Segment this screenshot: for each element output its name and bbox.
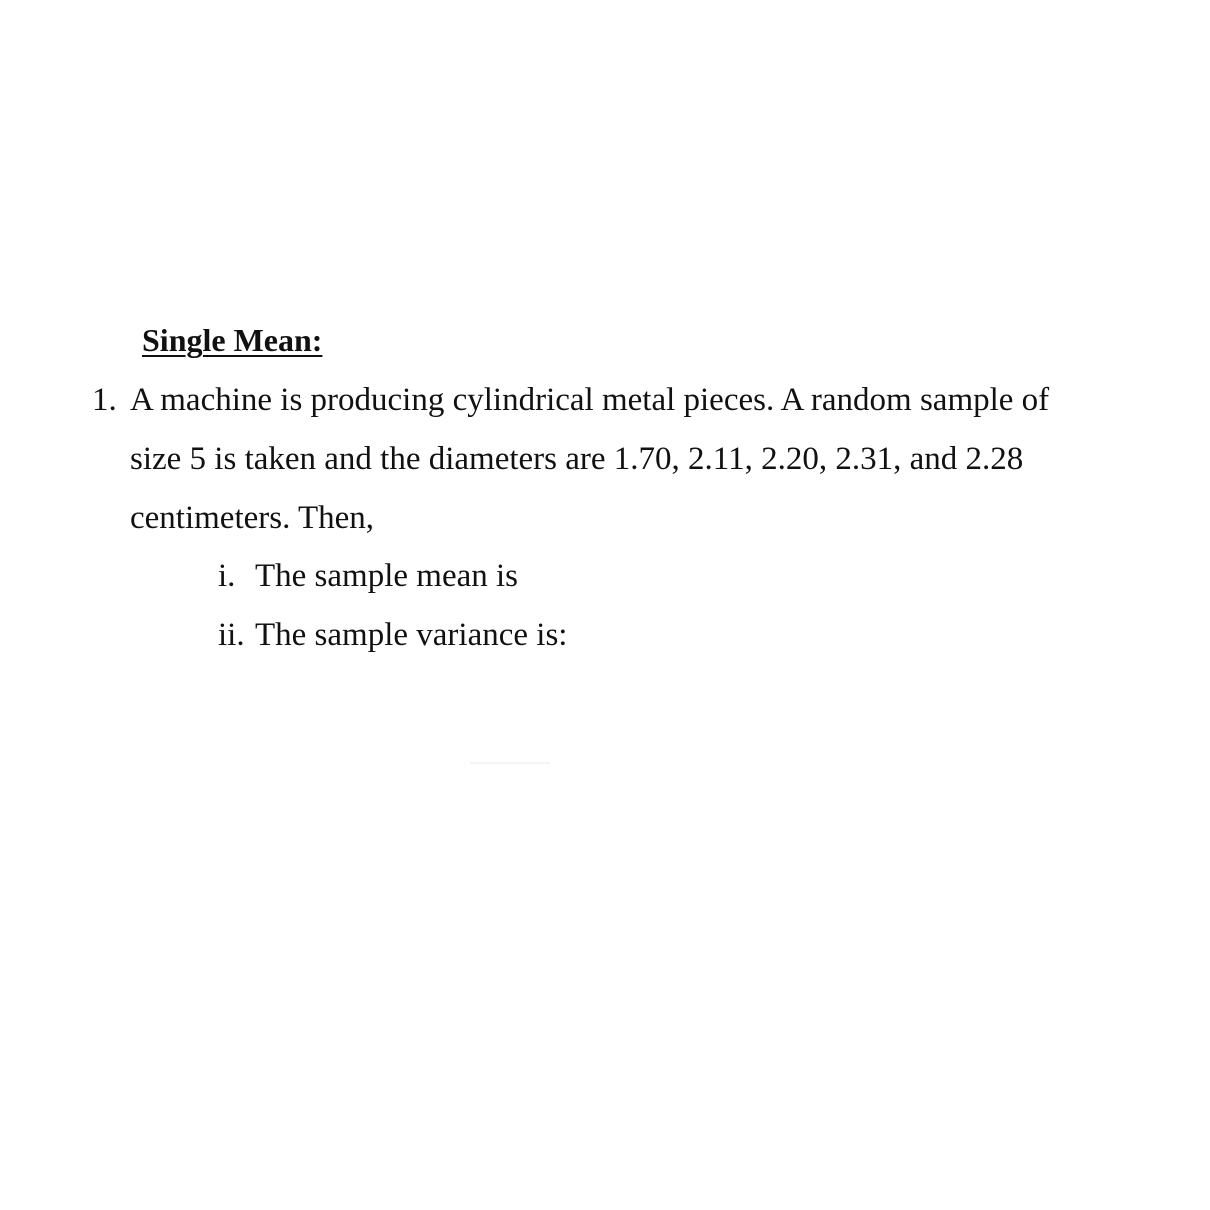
question-number: 1. — [92, 382, 117, 418]
faint-divider — [470, 762, 550, 764]
question-line-1: A machine is producing cylindrical metal pieces. A random sample of — [130, 382, 1050, 418]
question-line-2: size 5 is taken and the diameters are 1.70, 2.11, 2.20, 2.31, and 2.28 — [130, 441, 1024, 477]
section-heading: Single Mean: — [142, 322, 323, 358]
subpart-text-ii: The sample variance is: — [255, 617, 568, 653]
subpart-text-i: The sample mean is — [255, 558, 519, 594]
subpart-number-ii: ii. — [218, 617, 245, 653]
subpart-number-i: i. — [218, 558, 236, 594]
question-line-3: centimeters. Then, — [130, 500, 375, 536]
